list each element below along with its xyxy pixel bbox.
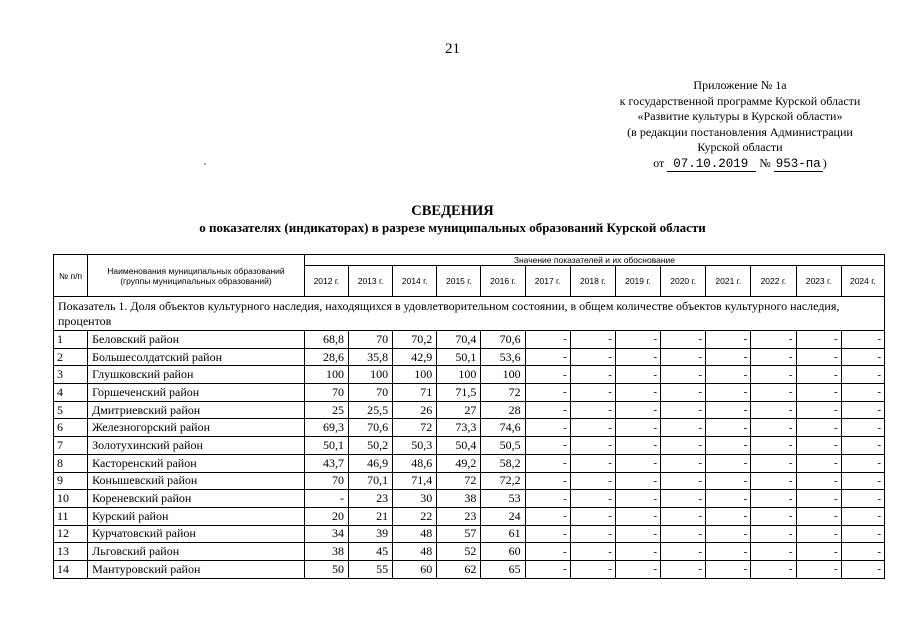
value-cell: 22 [393,507,437,525]
value-cell: - [841,331,884,349]
value-cell: - [615,331,660,349]
document-subtitle: о показателях (индикаторах) в разрезе муниципальных образований Курской области [199,220,706,235]
row-number: 1 [54,331,88,349]
value-cell: 23 [437,507,481,525]
value-cell: 70,4 [437,331,481,349]
value-cell: - [796,419,841,437]
value-cell: - [841,437,884,455]
appendix-date-line [590,156,890,173]
value-cell: 60 [481,543,525,561]
year-header: 2020 г. [661,266,706,297]
value-cell: - [751,348,796,366]
appendix-line: (в редакции постановления Администрации [627,124,853,139]
value-cell: - [570,401,615,419]
value-cell: 74,6 [481,419,525,437]
value-cell: - [661,507,706,525]
table-row [54,543,885,561]
value-cell: 48 [393,543,437,561]
table-row [54,366,885,384]
value-cell: - [570,560,615,578]
value-cell: 43,7 [304,454,348,472]
municipality-name: Мантуровский район [88,560,305,578]
value-cell: - [841,454,884,472]
value-cell: - [525,437,570,455]
row-number: 2 [54,348,88,366]
value-cell: 70,2 [393,331,437,349]
value-cell: - [796,507,841,525]
value-cell: - [525,401,570,419]
value-cell: - [615,490,660,508]
table-row [54,348,885,366]
table-row [54,560,885,578]
value-cell: 25 [304,401,348,419]
value-cell: 72 [393,419,437,437]
year-header: 2019 г. [615,266,660,297]
value-cell: - [661,366,706,384]
value-cell: 62 [437,560,481,578]
value-cell: 100 [437,366,481,384]
value-cell: - [841,507,884,525]
row-number: 8 [54,454,88,472]
value-cell: 57 [437,525,481,543]
value-cell: - [751,490,796,508]
value-cell: - [570,419,615,437]
indicators-table [53,254,885,579]
municipality-name: Курский район [88,507,305,525]
row-number: 3 [54,366,88,384]
decree-date: 07.10.2019 [667,157,756,172]
value-cell: - [751,472,796,490]
value-cell: - [304,490,348,508]
values-header: Значение показателей и их обоснование [304,255,884,266]
value-cell: 50,2 [349,437,393,455]
value-cell: 39 [349,525,393,543]
value-cell: 30 [393,490,437,508]
indicator-caption: Показатель 1. Доля объектов культурного наследия, находящихся в удовлетворительном состоянии, в общем количестве объектов культурного наследия, процентов [54,297,885,331]
row-number: 9 [54,472,88,490]
value-cell: - [751,454,796,472]
value-cell: - [661,525,706,543]
municipality-name: Большесолдатский район [88,348,305,366]
value-cell: 49,2 [437,454,481,472]
table-row [54,419,885,437]
value-cell: 55 [349,560,393,578]
value-cell: - [615,384,660,402]
value-cell: 68,8 [304,331,348,349]
value-cell: - [796,437,841,455]
table-row [54,507,885,525]
value-cell: 53 [481,490,525,508]
value-cell: - [751,366,796,384]
row-number: 5 [54,401,88,419]
value-cell: - [615,366,660,384]
value-cell: 60 [393,560,437,578]
row-number: 11 [54,507,88,525]
value-cell: 52 [437,543,481,561]
value-cell: 50,4 [437,437,481,455]
value-cell: - [570,543,615,561]
value-cell: - [841,525,884,543]
value-cell: - [525,543,570,561]
value-cell: - [841,401,884,419]
document-title: СВЕДЕНИЯ [411,203,494,219]
value-cell: - [661,560,706,578]
table-row [54,525,885,543]
value-cell: 73,3 [437,419,481,437]
row-number: 14 [54,560,88,578]
value-cell: - [570,472,615,490]
value-cell: - [570,490,615,508]
row-number: 10 [54,490,88,508]
year-header: 2023 г. [796,266,841,297]
value-cell: 69,3 [304,419,348,437]
value-cell: - [706,331,751,349]
value-cell: 100 [393,366,437,384]
value-cell: 20 [304,507,348,525]
number-prefix: № [759,155,771,170]
table-row [54,401,885,419]
value-cell: - [841,472,884,490]
value-cell: - [796,348,841,366]
year-header: 2018 г. [570,266,615,297]
value-cell: 23 [349,490,393,508]
value-cell: - [841,366,884,384]
value-cell: - [751,507,796,525]
value-cell: - [841,348,884,366]
value-cell: 71 [393,384,437,402]
value-cell: 72 [481,384,525,402]
value-cell: 70,6 [481,331,525,349]
value-cell: - [525,472,570,490]
table-row [54,384,885,402]
value-cell: 38 [437,490,481,508]
value-cell: - [615,507,660,525]
value-cell: 61 [481,525,525,543]
value-cell: - [796,560,841,578]
value-cell: 26 [393,401,437,419]
value-cell: 100 [481,366,525,384]
value-cell: - [525,419,570,437]
value-cell: - [706,543,751,561]
appendix-block [590,78,890,172]
value-cell: 70 [349,331,393,349]
table-row [54,472,885,490]
value-cell: - [706,472,751,490]
col-name-header: Наименования муниципальных образований (группы муниципальных образований) [88,255,305,297]
row-number: 6 [54,419,88,437]
row-number: 12 [54,525,88,543]
municipality-name: Льговский район [88,543,305,561]
value-cell: - [706,384,751,402]
municipality-name: Беловский район [88,331,305,349]
value-cell: 28 [481,401,525,419]
value-cell: 50,3 [393,437,437,455]
value-cell: 48 [393,525,437,543]
value-cell: 50,5 [481,437,525,455]
municipality-name: Дмитриевский район [88,401,305,419]
value-cell: 35,8 [349,348,393,366]
value-cell: - [525,348,570,366]
value-cell: - [661,472,706,490]
value-cell: 65 [481,560,525,578]
value-cell: 71,4 [393,472,437,490]
value-cell: 28,6 [304,348,348,366]
value-cell: - [841,543,884,561]
value-cell: 71,5 [437,384,481,402]
value-cell: - [615,560,660,578]
value-cell: - [525,525,570,543]
year-header: 2024 г. [841,266,884,297]
value-cell: - [706,401,751,419]
value-cell: 58,2 [481,454,525,472]
municipality-name: Железногорский район [88,419,305,437]
value-cell: - [796,490,841,508]
municipality-name: Кореневский район [88,490,305,508]
value-cell: - [706,437,751,455]
value-cell: - [615,454,660,472]
value-cell: - [751,543,796,561]
value-cell: 27 [437,401,481,419]
value-cell: - [751,401,796,419]
value-cell: - [661,401,706,419]
value-cell: - [525,507,570,525]
value-cell: 70 [304,384,348,402]
value-cell: - [751,331,796,349]
value-cell: - [751,419,796,437]
value-cell: 50,1 [437,348,481,366]
table-row [54,331,885,349]
municipality-name: Горшеченский район [88,384,305,402]
value-cell: 50,1 [304,437,348,455]
value-cell: - [796,401,841,419]
value-cell: - [570,525,615,543]
municipality-name: Золотухинский район [88,437,305,455]
value-cell: - [706,366,751,384]
closing-paren: ) [822,155,827,170]
year-header: 2022 г. [751,266,796,297]
year-header: 2016 г. [481,266,525,297]
value-cell: - [796,366,841,384]
value-cell: - [525,454,570,472]
value-cell: - [661,419,706,437]
value-cell: - [661,384,706,402]
value-cell: - [525,331,570,349]
year-header: 2012 г. [304,266,348,297]
municipality-name: Глушковский район [88,366,305,384]
value-cell: - [570,366,615,384]
table-row [54,454,885,472]
value-cell: - [570,454,615,472]
value-cell: 70 [349,384,393,402]
value-cell: - [615,437,660,455]
value-cell: 24 [481,507,525,525]
row-number: 4 [54,384,88,402]
decree-number: 953-па [775,156,821,171]
date-prefix: от [653,155,665,170]
value-cell: - [706,454,751,472]
page-number: 21 [445,41,460,57]
value-cell: - [661,331,706,349]
value-cell: - [796,472,841,490]
value-cell: - [706,525,751,543]
value-cell: - [796,384,841,402]
row-number: 7 [54,437,88,455]
value-cell: - [751,437,796,455]
value-cell: 34 [304,525,348,543]
municipality-name: Курчатовский район [88,525,305,543]
table-row [54,437,885,455]
value-cell: 70 [304,472,348,490]
value-cell: - [796,543,841,561]
value-cell: 45 [349,543,393,561]
value-cell: - [661,348,706,366]
appendix-line: Курской области [697,140,783,154]
value-cell: - [751,560,796,578]
year-header: 2017 г. [525,266,570,297]
value-cell: 25,5 [349,401,393,419]
appendix-line: «Развитие культуры в Курской области» [637,109,843,123]
value-cell: 53,6 [481,348,525,366]
value-cell: 100 [349,366,393,384]
value-cell: - [525,366,570,384]
value-cell: - [615,401,660,419]
value-cell: - [706,419,751,437]
value-cell: 50 [304,560,348,578]
value-cell: - [796,331,841,349]
value-cell: 38 [304,543,348,561]
year-header: 2013 г. [349,266,393,297]
value-cell: - [570,507,615,525]
year-header: 2015 г. [437,266,481,297]
value-cell: - [706,560,751,578]
value-cell: - [706,507,751,525]
value-cell: 70,1 [349,472,393,490]
value-cell: 46,9 [349,454,393,472]
municipality-name: Касторенский район [88,454,305,472]
value-cell: - [570,437,615,455]
value-cell: 72,2 [481,472,525,490]
table-row [54,490,885,508]
value-cell: - [841,419,884,437]
value-cell: - [841,560,884,578]
value-cell: - [661,490,706,508]
value-cell: 21 [349,507,393,525]
value-cell: - [661,437,706,455]
appendix-line: Приложение № 1а [693,78,787,92]
value-cell: - [570,384,615,402]
value-cell: - [706,348,751,366]
value-cell: 70,6 [349,419,393,437]
value-cell: - [615,525,660,543]
value-cell: 48,6 [393,454,437,472]
appendix-line: к государственной программе Курской области [619,93,861,108]
value-cell: - [615,543,660,561]
value-cell: - [570,348,615,366]
value-cell: - [661,454,706,472]
value-cell: - [525,490,570,508]
value-cell: - [751,525,796,543]
value-cell: - [570,331,615,349]
value-cell: - [661,543,706,561]
value-cell: - [751,384,796,402]
year-header: 2014 г. [393,266,437,297]
value-cell: - [615,419,660,437]
col-number-header: № п/п [54,255,88,297]
value-cell: - [841,384,884,402]
value-cell: 72 [437,472,481,490]
value-cell: 42,9 [393,348,437,366]
value-cell: 100 [304,366,348,384]
value-cell: - [615,348,660,366]
value-cell: - [525,384,570,402]
value-cell: - [796,454,841,472]
year-header: 2021 г. [706,266,751,297]
row-number: 13 [54,543,88,561]
value-cell: - [525,560,570,578]
value-cell: - [706,490,751,508]
value-cell: - [841,490,884,508]
municipality-name: Конышевский район [88,472,305,490]
value-cell: - [615,472,660,490]
scan-speck [204,163,206,165]
value-cell: - [796,525,841,543]
